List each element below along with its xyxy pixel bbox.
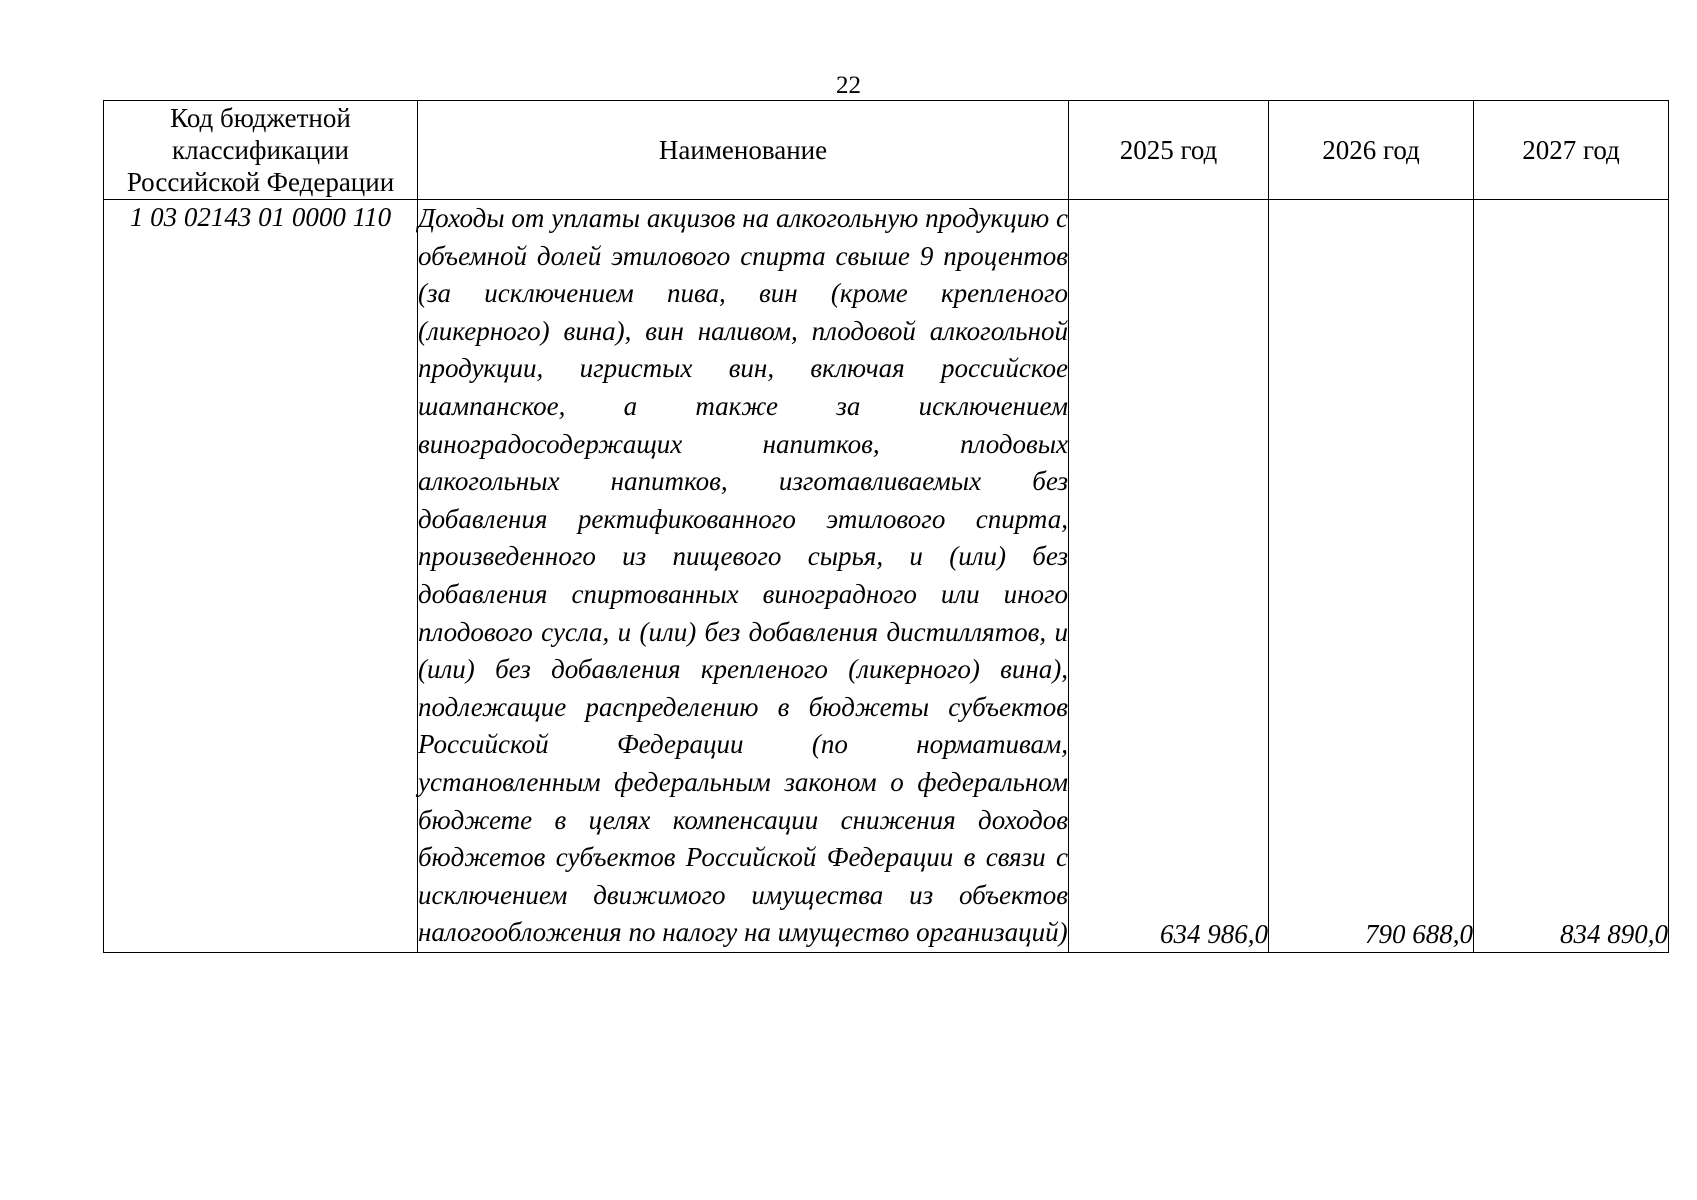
table-row [104, 200, 1669, 953]
header-name-label: Наименование [658, 135, 828, 165]
row-amount-2025-cell [1069, 200, 1269, 953]
row-name: Доходы от уплаты акцизов на алкогольную продукцию с объемной долей этилового спирта свыше 9 процентов (за исключением пива, вин (кроме крепленого (ликерного) вина), вин наливом, плодовой алкогольной продукции, игристых вин, включая российское шампанское, а также за исключением виноградосодержащих напитков, плодовых алкогольных напитков, изготавливаемых без добавления ректификованного этилового спирта, произведенного из пищевого сырья, и (или) без добавления спиртованных виноградного или иного плодового сусла, и (или) без добавления дистиллятов, и (или) без добавления крепленого (ликерного) вина), подлежащие распределению в бюджеты субъектов Российской Федерации (по нормативам, установленным федеральным законом о федеральном бюджете в целях компенсации снижения доходов бюджетов субъектов Российской Федерации в связи с исключением движимого имущества из объектов налогообложения по налогу на имущество организаций) [418, 203, 1068, 948]
table-body [104, 200, 1669, 953]
header-name [418, 101, 1069, 200]
row-amount-2026: 790 688,0 [1365, 918, 1473, 949]
row-amount-2025: 634 986,0 [1160, 918, 1268, 949]
header-2026 [1269, 101, 1474, 200]
row-amount-2026-cell [1269, 200, 1474, 953]
header-code [104, 101, 418, 200]
row-name-cell [418, 200, 1069, 953]
header-2027 [1474, 101, 1669, 200]
header-2025-label: 2025 год [1119, 135, 1218, 165]
header-row [104, 101, 1669, 200]
header-code-label: Код бюджетной классификации Российской Федерации [126, 103, 395, 197]
table-header [104, 101, 1669, 200]
row-code-cell [104, 200, 418, 953]
row-amount-2027: 834 890,0 [1560, 918, 1668, 949]
header-2025 [1069, 101, 1269, 200]
header-2026-label: 2026 год [1322, 135, 1420, 165]
row-amount-2027-cell [1474, 200, 1669, 953]
row-code: 1 03 02143 01 0000 110 [129, 202, 392, 232]
page-number: 22 [836, 72, 861, 99]
budget-table [103, 100, 1669, 953]
header-2027-label: 2027 год [1522, 135, 1620, 165]
